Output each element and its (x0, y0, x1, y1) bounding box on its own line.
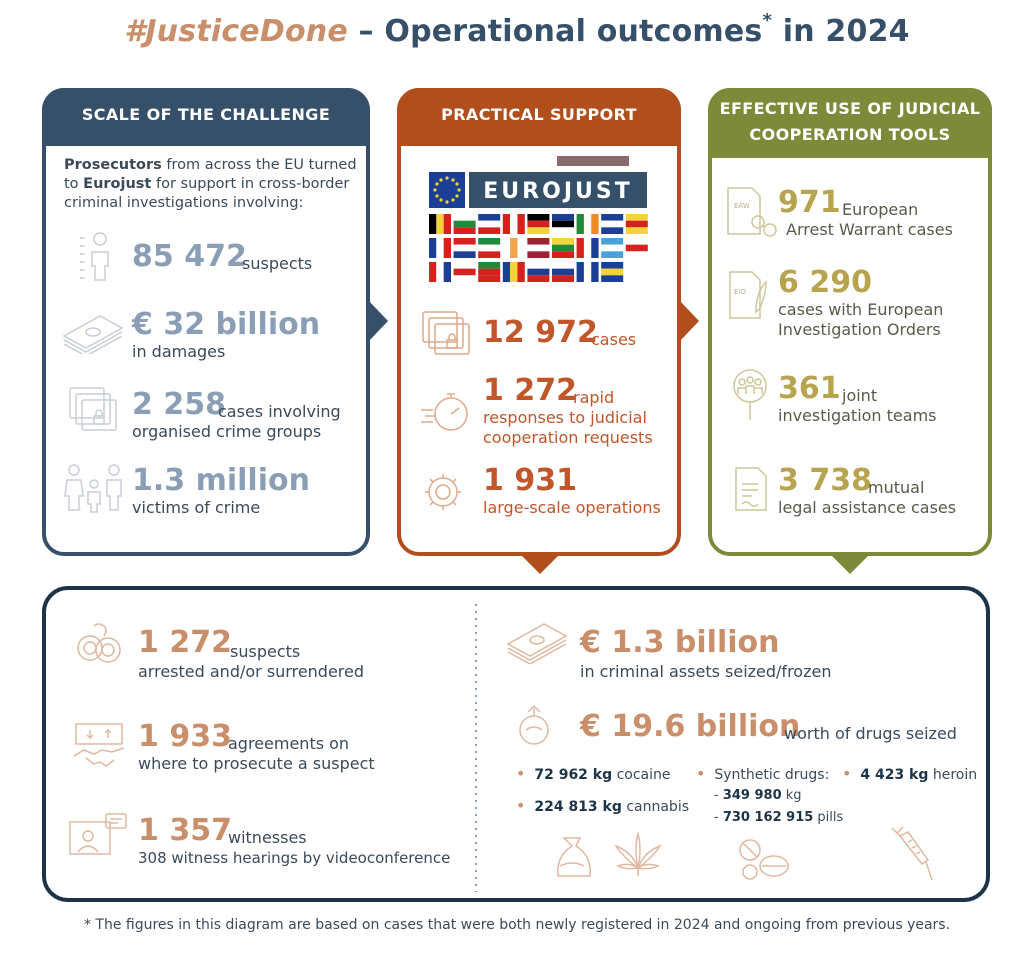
damages-value: € 32 billion (132, 307, 321, 342)
eaw-label: European (842, 200, 919, 219)
eaw-document-icon (724, 184, 780, 240)
flag-stripe (454, 214, 476, 221)
witnesses-label: witnesses (228, 828, 307, 847)
gear-cycle-icon (421, 470, 465, 514)
team-magnifier-icon (728, 366, 778, 424)
flag-stripe (601, 251, 623, 258)
flag-stripe (552, 227, 574, 234)
organised-crime-value: 2 258 (132, 387, 226, 422)
footnote: * The figures in this diagram are based on cases that were both newly registered in 2024 and ongoing from previous years. (83, 917, 951, 933)
flag-stripe (478, 238, 500, 245)
flag-stripe (527, 221, 549, 228)
flag-stripe (503, 214, 510, 234)
flag-stripe (454, 262, 476, 269)
flag-stripe (601, 275, 623, 282)
flag-stripe (626, 214, 648, 221)
intro-line2a: to (64, 176, 84, 192)
person-icon (74, 230, 124, 282)
signed-document-icon (732, 464, 772, 514)
page-title (0, 10, 1034, 49)
flag-stripe (584, 262, 591, 282)
eaw-value: 971 (778, 185, 841, 220)
title-year: in 2024 (772, 14, 910, 49)
flag-stripe (527, 262, 549, 269)
rapid-value: 1 272 (483, 373, 577, 408)
flag-stripe (626, 245, 648, 252)
organised-crime-label2: organised crime groups (132, 422, 322, 441)
flag-stripe (503, 238, 510, 258)
flag-stripe (436, 214, 443, 234)
assets-value: € 1.3 billion (580, 625, 780, 660)
victims-label: victims of crime (132, 498, 261, 517)
title-asterisk: * (762, 10, 773, 31)
arrested-value: 1 272 (138, 625, 232, 660)
heroin-label: heroin (928, 767, 978, 783)
synthetic-kg-dash: - (714, 788, 723, 803)
eurojust-logo-text: EUROJUST (483, 179, 633, 204)
flag-stripe (478, 245, 500, 252)
flag-stripe (584, 238, 591, 258)
jit-value: 361 (778, 371, 841, 406)
flag-stripe (454, 275, 476, 282)
tools-header-line1: EFFECTIVE USE OF JUDICIAL (719, 99, 981, 118)
tools-header-line2: COOPERATION TOOLS (749, 125, 951, 144)
scale-intro (64, 156, 364, 213)
operations-label: large-scale operations (483, 498, 661, 517)
cases-value: 12 972 (483, 315, 598, 350)
flag-stripe (552, 238, 574, 245)
stopwatch-icon (417, 386, 475, 438)
eio-label: cases with European (778, 300, 944, 319)
flag-stripe (510, 262, 517, 282)
flag-stripe (454, 251, 476, 258)
jit-label2: investigation teams (778, 406, 937, 425)
flag-stripe (601, 238, 623, 245)
syringe-icon (886, 824, 936, 884)
flag-stripe (626, 251, 648, 258)
tools-panel (708, 88, 992, 556)
scale-panel (42, 88, 370, 556)
arrested-label: suspects (230, 642, 301, 661)
witnesses-value: 1 357 (138, 813, 232, 848)
hashtag: #JusticeDone (124, 14, 348, 49)
money-icon (60, 306, 126, 354)
mla-label2: legal assistance cases (778, 498, 957, 517)
cannabis-value: 224 813 kg (534, 799, 622, 815)
flag-stripe (552, 245, 574, 252)
flag-stripe (601, 214, 623, 221)
synthetic-label: Synthetic drugs: (714, 767, 830, 783)
suspects-label: suspects (242, 254, 313, 273)
folders-icon (66, 384, 122, 434)
rapid-label: rapid (573, 388, 615, 407)
flag-stripe (478, 221, 500, 228)
flag-stripe (436, 238, 443, 258)
tools-header (708, 88, 992, 158)
flag-stripe (429, 238, 436, 258)
title-text: – Operational outcomes (347, 14, 763, 49)
jit-label: joint (842, 386, 878, 405)
flag-stripe (517, 214, 524, 234)
eaw-tag: EAW (734, 202, 750, 210)
flag-stripe (527, 227, 549, 234)
flag-stripe (552, 275, 574, 282)
cocaine-item: • 72 962 kg cocaine (516, 764, 671, 783)
intro-eurojust: Eurojust (83, 176, 152, 192)
synthetic-pills-value: 730 162 915 (722, 810, 814, 825)
damages-label: in damages (132, 342, 226, 361)
intro-line1: from across the EU turned (161, 157, 357, 173)
flag-stripe (527, 214, 549, 221)
flag-stripe (601, 245, 623, 252)
pills-icon (736, 836, 792, 882)
agreements-label2: where to prosecute a suspect (138, 754, 375, 773)
mla-value: 3 738 (778, 463, 872, 498)
agreements-label: agreements on (228, 734, 350, 753)
powder-bag-icon (548, 828, 596, 880)
flag-stripe (444, 262, 451, 282)
support-header: PRACTICAL SUPPORT (397, 88, 681, 146)
flag-stripe (552, 214, 574, 221)
support-panel (397, 88, 681, 556)
outcomes-panel (42, 586, 990, 902)
flag-stripe (527, 251, 549, 258)
cannabis-label: cannabis (621, 799, 689, 815)
flag-stripe (591, 238, 598, 258)
arrow-right-1 (366, 298, 390, 344)
drugs-label: worth of drugs seized (784, 724, 957, 743)
rapid-label3: cooperation requests (483, 428, 653, 447)
flag-stripe (552, 221, 574, 228)
cannabis-leaf-icon (612, 830, 664, 880)
cocaine-label: cocaine (612, 767, 671, 783)
organised-crime-label: cases involving (218, 402, 341, 421)
rapid-label2: responses to judicial (483, 408, 647, 427)
flag-stripe (478, 275, 500, 282)
panel-divider (474, 604, 478, 892)
eio-label2: Investigation Orders (778, 320, 941, 339)
flag-stripe (527, 245, 549, 252)
flag-stripe (584, 214, 591, 234)
intro-prosecutors: Prosecutors (64, 157, 162, 173)
synthetic-kg-value: 349 980 (722, 788, 782, 803)
heroin-value: 4 423 kg (860, 767, 929, 783)
intro-line2b: for support in cross-border (151, 176, 350, 192)
cocaine-value: 72 962 kg (534, 767, 613, 783)
synthetic-item: • Synthetic drugs: (696, 764, 830, 783)
cannabis-item: • 224 813 kg cannabis (516, 796, 689, 815)
agreements-value: 1 933 (138, 719, 232, 754)
synthetic-kg-label: kg (781, 788, 802, 803)
flag-stripe (454, 227, 476, 234)
flag-stripe (626, 221, 648, 228)
eio-value: 6 290 (778, 265, 872, 300)
flag-stripe (478, 227, 500, 234)
drugs-value: € 19.6 billion (580, 709, 801, 744)
flag-stripe (527, 238, 549, 245)
flag-stripe (444, 238, 451, 258)
synthetic-pills-dash: - (714, 810, 723, 825)
flag-stripe (517, 238, 524, 258)
flag-stripe (510, 238, 517, 258)
flag-stripe (601, 221, 623, 228)
flag-stripe (517, 262, 524, 282)
flag-stripe (429, 214, 436, 234)
flag-stripe (510, 214, 517, 234)
flag-stripe (478, 262, 500, 269)
flag-stripe (552, 251, 574, 258)
synthetic-pills (714, 810, 843, 825)
arrow-down-1 (518, 552, 562, 576)
eurojust-logo (429, 154, 651, 286)
flag-stripe (601, 269, 623, 276)
flag-stripe (527, 275, 549, 282)
operations-value: 1 931 (483, 463, 577, 498)
flag-stripe (454, 269, 476, 276)
flag-stripe (591, 262, 598, 282)
flag-stripe (478, 251, 500, 258)
flag-stripe (503, 262, 510, 282)
victims-value: 1.3 million (132, 463, 310, 498)
flag-stripe (454, 238, 476, 245)
flag-stripe (478, 214, 500, 221)
flag-stripe (527, 269, 549, 276)
flag-stripe (626, 227, 648, 234)
handcuffs-icon (72, 620, 126, 670)
suspects-value: 85 472 (132, 239, 247, 274)
synthetic-pills-label: pills (813, 810, 844, 825)
assets-label: in criminal assets seized/frozen (580, 662, 832, 681)
poppy-icon (512, 702, 556, 748)
scale-header: SCALE OF THE CHALLENGE (42, 88, 370, 146)
witnesses-label2: 308 witness hearings by videoconference (138, 849, 451, 867)
flag-stripe (601, 262, 623, 269)
intro-line3: criminal investigations involving: (64, 195, 304, 211)
eio-tag: EIO (734, 288, 746, 296)
flag-stripe (454, 245, 476, 252)
heroin-item: • 4 423 kg heroin (842, 764, 978, 783)
money-stack-icon (504, 614, 570, 664)
synthetic-kg (714, 788, 802, 803)
arrested-label2: arrested and/or surrendered (138, 662, 365, 681)
flag-stripe (626, 238, 648, 245)
flag-stripe (577, 262, 584, 282)
locked-folders-icon (419, 308, 475, 358)
videoconference-icon (66, 812, 128, 858)
flag-stripe (601, 227, 623, 234)
cases-label: cases (591, 330, 637, 349)
handshake-icon (72, 720, 128, 770)
flag-stripe (444, 214, 451, 234)
eio-document-icon (726, 268, 776, 324)
flag-stripe (478, 269, 500, 276)
flag-stripe (436, 262, 443, 282)
mla-label: mutual (868, 478, 925, 497)
flag-stripe (577, 214, 584, 234)
flag-stripe (429, 262, 436, 282)
family-icon (62, 462, 126, 514)
flag-stripe (552, 269, 574, 276)
flag-stripe (577, 238, 584, 258)
flag-stripe (552, 262, 574, 269)
flag-stripe (454, 221, 476, 228)
arrow-right-2 (677, 298, 701, 344)
flag-stripe (591, 214, 598, 234)
eaw-label2: Arrest Warrant cases (786, 220, 953, 239)
